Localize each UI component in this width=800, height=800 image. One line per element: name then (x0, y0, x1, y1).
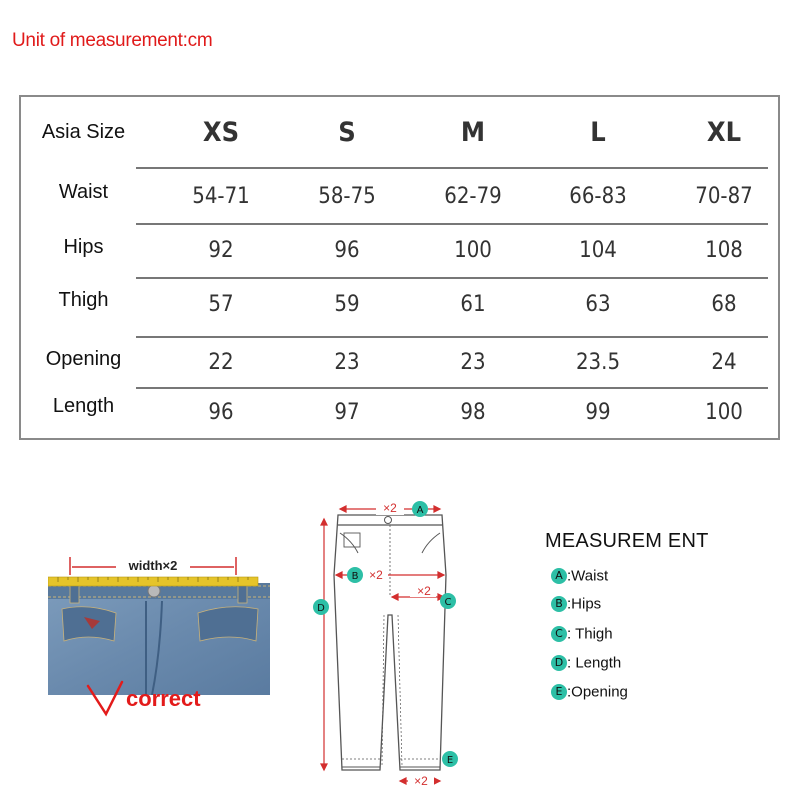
legend-item-opening (551, 683, 628, 703)
table-cell: 99 (585, 400, 611, 425)
table-cell: 92 (208, 238, 234, 263)
marker-e-icon: E (551, 684, 567, 700)
thigh-multiplier: ×2 (417, 584, 431, 598)
row-divider (136, 223, 768, 225)
size-header: L (590, 117, 606, 148)
jeans-measurement-diagram (300, 495, 480, 795)
legend-label: :Waist (567, 567, 609, 585)
marker-b-label: B (351, 571, 359, 582)
size-header: M (460, 117, 486, 148)
waist-multiplier: ×2 (383, 501, 397, 515)
table-cell: 100 (705, 400, 743, 425)
table-cell: 70-87 (695, 184, 753, 209)
table-cell: 66-83 (569, 184, 627, 209)
table-cell: 96 (208, 400, 234, 425)
tape-measure (48, 577, 258, 586)
marker-c-icon: C (551, 626, 567, 642)
marker-e-label: E (446, 755, 454, 766)
legend-item-length (551, 654, 621, 674)
row-label: Length (52, 395, 115, 417)
button (148, 585, 160, 597)
measurement-title: MEASUREM ENT (545, 530, 709, 552)
table-cell: 54-71 (192, 184, 250, 209)
table-cell: 108 (705, 238, 743, 263)
legend-item-waist (551, 567, 608, 587)
table-cell: 62-79 (444, 184, 502, 209)
correct-label: correct (126, 686, 201, 711)
row-divider (136, 336, 768, 338)
width-label: width×2 (128, 558, 178, 573)
table-cell: 63 (585, 292, 611, 317)
marker-c-label: C (444, 597, 452, 608)
checkmark-icon (86, 680, 126, 720)
table-cell: 23.5 (575, 350, 621, 375)
row-divider (136, 277, 768, 279)
row-divider (136, 387, 768, 389)
marker-d-label: D (317, 603, 325, 614)
table-cell: 57 (208, 292, 234, 317)
legend-label: :Opening (567, 683, 628, 701)
table-cell: 61 (460, 292, 486, 317)
size-chart-table (19, 95, 780, 440)
unit-of-measurement-note: Unit of measurement:cm (12, 30, 213, 51)
table-cell: 104 (579, 238, 617, 263)
hips-multiplier: ×2 (369, 568, 383, 582)
row-label: Waist (58, 181, 109, 203)
legend-item-thigh (551, 625, 613, 645)
marker-d-icon: D (551, 655, 567, 671)
row-label: Hips (63, 236, 104, 258)
table-cell: 22 (208, 350, 234, 375)
legend-item-hips (551, 595, 601, 615)
table-cell: 58-75 (318, 184, 376, 209)
legend-label: : Thigh (567, 625, 613, 643)
table-cell: 23 (460, 350, 486, 375)
size-header: S (338, 117, 356, 148)
table-cell: 59 (334, 292, 360, 317)
row-label: Thigh (58, 289, 109, 311)
opening-multiplier: ×2 (414, 774, 428, 788)
table-cell: 97 (334, 400, 360, 425)
marker-a-icon: A (551, 568, 567, 584)
pocket (198, 607, 258, 641)
correct-indicator (86, 680, 201, 725)
table-cell: 24 (711, 350, 737, 375)
table-cell: 98 (460, 400, 486, 425)
row-label: Opening (45, 348, 122, 370)
size-header: XS (202, 117, 240, 148)
table-cell: 96 (334, 238, 360, 263)
size-header: XL (706, 117, 742, 148)
marker-b-icon: B (551, 596, 567, 612)
row-divider (136, 167, 768, 169)
table-cell: 100 (454, 238, 492, 263)
legend-label: :Hips (567, 595, 602, 613)
table-cell: 23 (334, 350, 360, 375)
corner-label: Asia Size (41, 121, 126, 143)
legend-label: : Length (567, 654, 622, 672)
table-cell: 68 (711, 292, 737, 317)
marker-a-label: A (416, 505, 424, 516)
jeans-waist-photo (48, 545, 270, 695)
